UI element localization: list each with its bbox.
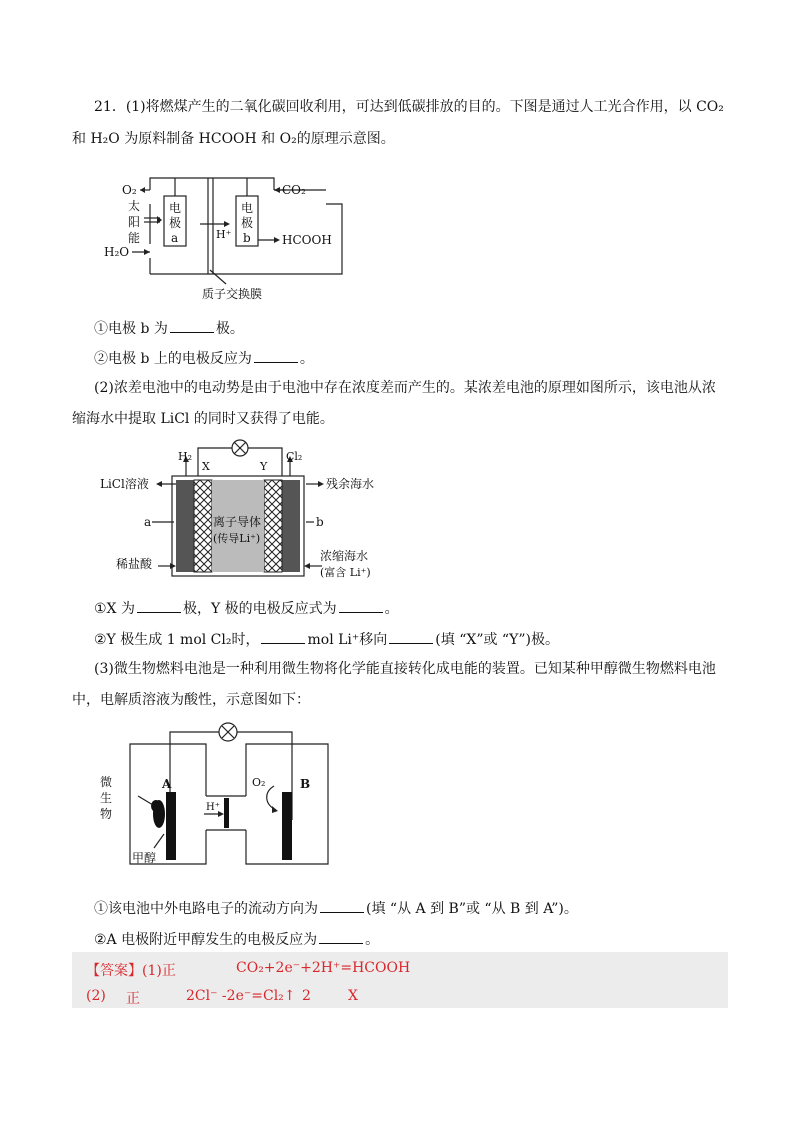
o2-label: O₂ (122, 183, 137, 197)
q2-sub2-mid: mol Li⁺移向 (307, 632, 388, 648)
methanol-label: 甲醇 (132, 851, 157, 865)
answer-blank[interactable] (137, 598, 181, 613)
q1-sub2-tail: 。 (299, 351, 314, 367)
q1-sub1-text: ①电极 b 为 (94, 321, 168, 337)
electrode-a-char-3: a (171, 231, 179, 245)
q2-line2: 缩海水中提取 LiCl 的同时又获得了电能。 (72, 411, 334, 427)
cl2-label: Cl₂ (286, 450, 303, 463)
q2-sub2 (94, 629, 559, 650)
q2-sub2-text: ②Y 极生成 1 mol Cl₂时， (94, 632, 260, 648)
answer-2-a: 正 (126, 991, 140, 1007)
microbe-char-3: 物 (100, 807, 113, 821)
sun-char-3: 能 (128, 231, 141, 245)
answer-blank[interactable] (261, 629, 305, 644)
electrode-b-label: B (300, 777, 311, 791)
answer-2-number: (2) (86, 988, 106, 1004)
hcooh-label: HCOOH (282, 233, 332, 247)
answer-label: 【答案】 (86, 963, 142, 979)
q1-sub2 (94, 348, 314, 369)
ion-conductor-sublabel: (传导Li⁺) (213, 532, 261, 545)
answer-box (72, 952, 728, 1008)
sun-char-2: 阳 (128, 215, 141, 229)
electrode-a-label: A (162, 777, 172, 791)
hplus-label: H⁺ (216, 228, 232, 241)
q2-sub1-text: ①X 为 (94, 601, 135, 617)
q3-sub1 (94, 898, 578, 919)
figure-concentration-cell (100, 436, 390, 584)
q3-sub2-tail: 。 (365, 932, 380, 948)
answer-2-d: X (348, 988, 358, 1004)
q2-line1: (2)浓差电池中的电动势是由于电池中存在浓度差而产生的。某浓差电池的原理如图所示，该电池从浓 (94, 380, 716, 396)
h2-label: H₂ (178, 450, 193, 463)
electrode-b-char-3: b (243, 231, 251, 245)
q3-line1: (3)微生物燃料电池是一种利用微生物将化学能直接转化成电能的装置。已知某种甲醇微生物燃料电池 (94, 661, 716, 677)
concentrated-seawater-sublabel: (富含 Li⁺) (320, 566, 371, 579)
membrane-label: 质子交换膜 (202, 287, 263, 301)
remaining-seawater-label: 残余海水 (326, 477, 375, 491)
electrode-b-char-2: 极 (241, 216, 254, 230)
answer-blank[interactable] (170, 318, 214, 333)
q3-sub1-tail: (填 “从 A 到 B”或 “从 B 到 A”)。 (366, 901, 578, 917)
q3-sub1-text: ①该电池中外电路电子的流动方向为 (94, 901, 318, 917)
answer-blank[interactable] (254, 348, 298, 363)
hplus-label: H⁺ (206, 802, 220, 813)
sun-char-1: 太 (128, 199, 141, 213)
ion-conductor-label: 离子导体 (213, 515, 262, 529)
q2-sub1 (94, 598, 399, 619)
concentration-cell-diagram (100, 436, 390, 584)
q2-sub1-tail: 。 (384, 601, 399, 617)
licl-solution-label: LiCl溶液 (100, 477, 149, 491)
electrode-a-char-2: 极 (169, 216, 182, 230)
electrode-b-char-1: 电 (241, 201, 254, 215)
co2-label: CO₂ (282, 183, 306, 197)
answer-blank[interactable] (339, 598, 383, 613)
h2o-label: H₂O (104, 245, 130, 259)
microbe-char-1: 微 (100, 775, 113, 789)
microbial-fuel-cell-diagram (96, 716, 346, 868)
q2-sub1-mid: 极，Y 极的电极反应式为 (182, 601, 337, 617)
a-label: a (144, 515, 152, 529)
q1-sub1-tail: 极。 (215, 321, 244, 337)
answer-2-b: 2Cl⁻ -2e⁻=Cl₂↑ (186, 988, 296, 1004)
q1-line1: 21．(1)将燃煤产生的二氧化碳回收利用，可达到低碳排放的目的。下图是通过人工光合作用，以 CO₂ (94, 99, 724, 115)
b-label: b (316, 515, 324, 529)
y-electrode-label: Y (260, 460, 268, 473)
q1-line2: 和 H₂O 为原料制备 HCOOH 和 O₂的原理示意图。 (72, 131, 395, 147)
o2-label: O₂ (252, 776, 266, 789)
figure-microbial-fuel-cell (96, 716, 346, 868)
microbe-char-2: 生 (100, 791, 113, 805)
q2-sub2-tail: (填 “X”或 “Y”)极。 (435, 632, 559, 648)
electrode-a-char-1: 电 (169, 201, 182, 215)
concentrated-seawater-label: 浓缩海水 (320, 549, 369, 563)
answer-blank[interactable] (389, 629, 433, 644)
x-electrode-label: X (202, 460, 210, 473)
figure-artificial-photosynthesis (96, 174, 356, 302)
answer-2-c: 2 (302, 988, 311, 1004)
q1-sub1 (94, 318, 244, 339)
answer-1-value: (1)正 (142, 963, 176, 979)
q3-sub2 (94, 929, 379, 950)
q3-line2: 中，电解质溶液为酸性，示意图如下： (72, 692, 310, 708)
dilute-hcl-label: 稀盐酸 (116, 557, 153, 571)
answer-1-equation: CO₂+2e⁻+2H⁺=HCOOH (236, 960, 411, 976)
answer-blank[interactable] (320, 898, 364, 913)
q3-sub2-text: ②A 电极附近甲醇发生的电极反应为 (94, 932, 318, 948)
q1-sub2-text: ②电极 b 上的电极反应为 (94, 351, 252, 367)
answer-blank[interactable] (319, 929, 363, 944)
photosynthesis-diagram (96, 174, 356, 302)
